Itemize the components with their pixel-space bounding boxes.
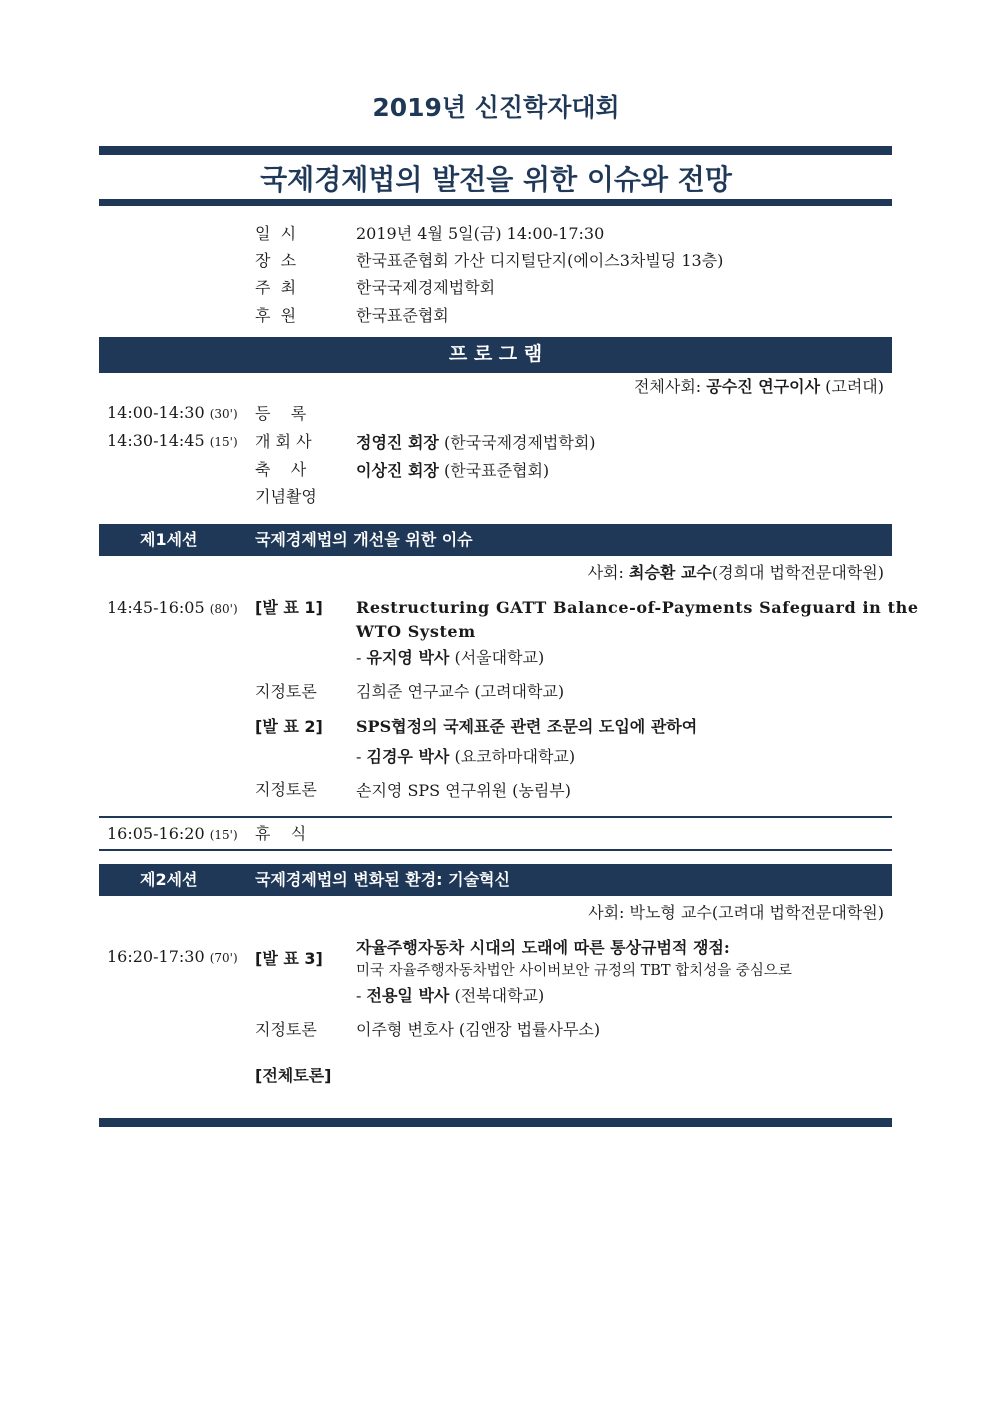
break-label: 휴 식 xyxy=(255,824,307,843)
session2-band xyxy=(99,864,892,896)
discussant1-label: 지정토론 xyxy=(255,682,317,701)
presentation3-subtitle: 미국 자율주행자동차법안 사이버보안 규정의 TBT 합치성을 중심으로 xyxy=(356,963,792,979)
presentation3-label: [발 표 3] xyxy=(255,949,323,968)
info-host-value: 한국국제경제법학회 xyxy=(356,278,496,297)
discussant2-value: 손지영 SPS 연구위원 (농림부) xyxy=(356,781,571,800)
session2-label: 제2세션 xyxy=(140,870,198,889)
presentation2-label: [발 표 2] xyxy=(255,717,323,736)
session2-time: 16:20-17:30 (70') xyxy=(107,947,238,966)
photo-label: 기념촬영 xyxy=(255,487,317,506)
overall-moderator: 전체사회: 공수진 연구이사 (고려대) xyxy=(633,377,884,396)
general-discussion-label: [전체토론] xyxy=(255,1066,332,1085)
opening-label: 개 회 사 xyxy=(255,432,312,451)
bottom-rule xyxy=(99,1118,892,1127)
info-sponsor-value: 한국표준협회 xyxy=(356,306,449,325)
event-title: 2019년 신진학자대회 xyxy=(372,93,620,122)
session1-title: 국제경제법의 개선을 위한 이슈 xyxy=(255,530,473,549)
presentation3-presenter: - 전용일 박사 (전북대학교) xyxy=(356,986,545,1005)
main-title: 국제경제법의 발전을 위한 이슈와 전망 xyxy=(260,163,732,196)
session2-moderator: 사회: 박노형 교수(고려대 법학전문대학원) xyxy=(588,903,884,922)
info-date-value: 2019년 4월 5일(금) 14:00-17:30 xyxy=(356,224,605,243)
session1-time: 14:45-16:05 (80') xyxy=(107,598,238,617)
presentation1-title-line1: Restructuring GATT Balance-of-Payments Safeguard in the xyxy=(356,598,919,617)
discussant3-label: 지정토론 xyxy=(255,1020,317,1039)
registration-label: 등 록 xyxy=(255,404,307,423)
info-venue-value: 한국표준협회 가산 디지털단지(에이스3차빌딩 13층) xyxy=(356,251,724,270)
discussant2-label: 지정토론 xyxy=(255,780,317,799)
program-underline xyxy=(99,371,892,373)
presentation1-title xyxy=(356,596,919,644)
info-date-label: 일 시 xyxy=(255,224,297,243)
opening-time: 14:30-14:45 (15') xyxy=(107,431,238,450)
info-venue-label: 장 소 xyxy=(255,251,297,270)
session2-title: 국제경제법의 변화된 환경: 기술혁신 xyxy=(255,870,510,889)
top-rule xyxy=(99,146,892,155)
presentation3-title: 자율주행자동차 시대의 도래에 따른 통상규범적 쟁점: xyxy=(356,938,730,957)
congrat-label: 축 사 xyxy=(255,460,307,479)
presentation1-label: [발 표 1] xyxy=(255,598,323,617)
break-bottom-rule xyxy=(99,849,892,851)
session1-band xyxy=(99,524,892,556)
break-top-rule xyxy=(99,816,892,818)
discussant3-value: 이주형 변호사 (김앤장 법률사무소) xyxy=(356,1020,601,1039)
presentation1-presenter: - 유지영 박사 (서울대학교) xyxy=(356,648,545,667)
break-time: 16:05-16:20 (15') xyxy=(107,824,238,843)
program-header: 프 로 그 램 xyxy=(99,337,892,371)
info-host-label: 주 최 xyxy=(255,278,297,297)
opening-speaker: 정영진 회장 (한국국제경제법학회) xyxy=(356,433,596,452)
session1-moderator: 사회: 최승환 교수(경희대 법학전문대학원) xyxy=(587,563,884,582)
discussant1-value: 김희준 연구교수 (고려대학교) xyxy=(356,682,565,701)
registration-time: 14:00-14:30 (30') xyxy=(107,403,238,422)
title-underline xyxy=(99,199,892,206)
presentation2-title: SPS협정의 국제표준 관련 조문의 도입에 관하여 xyxy=(356,717,698,736)
presentation2-presenter: - 김경우 박사 (요코하마대학교) xyxy=(356,747,576,766)
presentation1-title-line2: WTO System xyxy=(356,622,476,641)
congrat-speaker: 이상진 회장 (한국표준협회) xyxy=(356,461,550,480)
info-sponsor-label: 후 원 xyxy=(255,306,297,325)
session1-label: 제1세션 xyxy=(140,530,198,549)
